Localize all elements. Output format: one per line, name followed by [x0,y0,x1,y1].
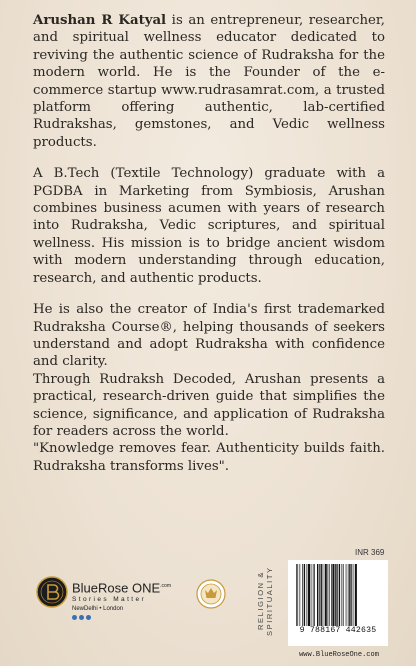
barcode-bar [331,564,332,626]
twitter-icon [79,615,84,620]
facebook-icon [72,615,77,620]
barcode-bar [351,564,352,626]
genre-label: RELIGION & SPIRITUALITY [256,566,274,636]
isbn-barcode [288,560,388,646]
barcode-bar [319,564,320,626]
barcode-bar [337,564,338,626]
social-icons [72,615,171,620]
barcode-bar [339,564,340,626]
barcode-bar [332,564,334,626]
barcode-bar [311,564,312,626]
publisher-logo-icon [36,576,68,612]
barcode-bar [314,564,315,626]
barcode-bar [297,564,298,626]
barcode-bar [307,564,308,626]
barcode-bar [343,564,344,626]
barcode-bar [348,564,349,626]
barcode-bar [349,564,350,626]
barcode-bar [321,564,322,626]
publisher-info [72,579,171,620]
barcode-bar [296,564,297,626]
publisher-website: www.BlueRoseOne.com [299,651,379,659]
barcode-bar [355,564,357,626]
award-seal-icon [196,578,226,614]
barcode-bar [342,564,343,626]
bio-paragraph-1: Arushan R Katyal is an entrepreneur, researcher, and spiritual wellness educator dedicated to reviving the authentic science of Rudraksha for the modern world. He is the Founder of the e-commerce startup www.rudrasamrat.com, a trusted platform offering authentic, lab-certified Rudrakshas, gemstones, and Vedic wellness products. [33,13,385,150]
barcode-bar [328,564,329,626]
barcode-bar [323,564,324,626]
barcode-bar [353,564,354,626]
author-bio [33,12,385,475]
barcode-bars [296,564,380,626]
barcode-bar [308,564,310,626]
barcode-bar [304,564,305,626]
barcode-bar [335,564,336,626]
publisher-name: BlueRose $ONE^{.com}$ [72,580,171,596]
barcode-bar [313,564,314,626]
price-label: INR 369 [355,548,385,557]
author-name: Arushan R Katyal [33,13,167,28]
barcode-bar [346,564,347,626]
bio-quote: "Knowledge removes fear. Authenticity builds faith. Rudraksha transforms lives". [33,441,385,474]
instagram-icon [86,615,91,620]
barcode-bar [317,564,318,626]
bio-paragraph-2: A B.Tech (Textile Technology) graduate with a PGDBA in Marketing from Symbiosis, Arushan combines business acumen with years of research into Rudraksha, Vedic scriptures, and spiritual wellness. His mission is to bridge ancient wisdom with modern understanding through education, research, and authentic products. [33,166,385,286]
barcode-bar [329,564,330,626]
isbn-number: 9 788167 442635 [299,626,377,635]
publisher-cities: NewDelhi • London [72,606,124,613]
bio-paragraph-3: He is also the creator of India's first trademarked Rudraksha Course®, helping thousands of seekers understand and adopt Rudraksha with confidence and clarity. [33,302,385,370]
barcode-bar [325,564,327,626]
bio-paragraph-4: Through Rudraksh Decoded, Arushan presents a practical, research-driven guide that simplifies the science, significance, and application of Rudraksha for readers across the world. [33,371,385,439]
barcode-bar [300,564,301,626]
barcode-bar [302,564,303,626]
publisher-tagline: Stories Matter [72,596,147,604]
